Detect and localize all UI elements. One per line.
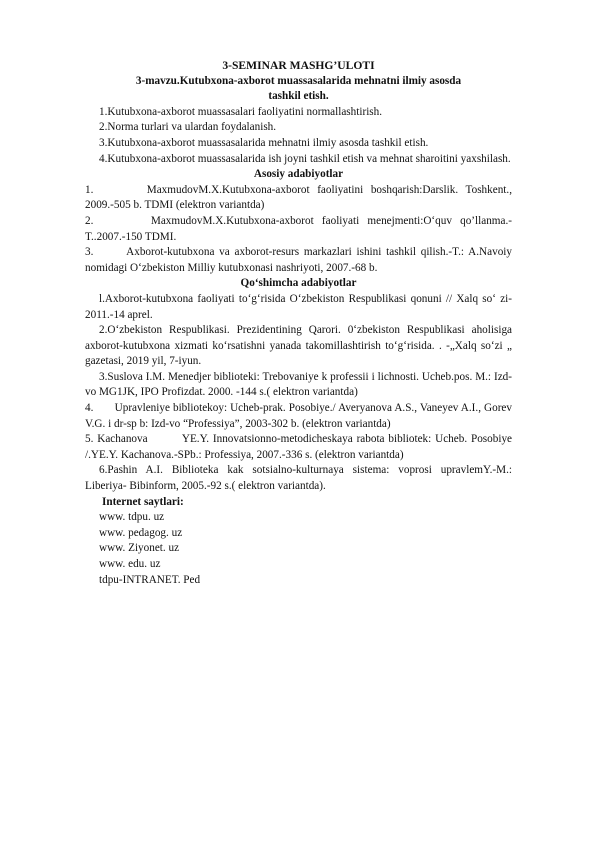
- extra-literature-item: 3.Suslova I.M. Menedjer biblioteki: Trebovaniye k professii i lichnosti. Ucheb.pos. M.: Izd-vo MG1JK, IPO Profizdat. 2000. -144 s.( elektron variantda): [85, 370, 512, 399]
- website-link[interactable]: www. edu. uz: [99, 558, 161, 570]
- website-link[interactable]: www. Ziyonet. uz: [99, 542, 180, 555]
- main-literature-heading: Asosiy adabiyotlar: [253, 168, 344, 181]
- extra-literature-item: 5. Kachanova YE.Y. Innovatsionno-metodicheskaya rabota bibliotek: Ucheb. Posobiye /.YE.Y. Kachanova.-SPb.: Professiya, 2007.-336 s. (elektron variantda): [85, 433, 515, 461]
- extra-literature-item: 4. Upravleniye bibliotekoy: Ucheb-prak. Posobiye./ Averyanova A.S., Vaneyev A.I., Gorev V.G. i dr-sp b: Izd-vo “Professiya”, 2003-302 b. (elektron variantda): [85, 402, 515, 430]
- plan-item: 2.Norma turlari va ulardan foydalanish.: [99, 121, 277, 134]
- main-literature-item: 3. Axborot-kutubxona va axborot-resurs markazlari ishini tashkil qilish.-T.: A.Navoiy nomidagi O‘zbekiston Milliy kutubxonasi nashriyoti, 2007.-68 b.: [85, 246, 515, 274]
- plan-item: 1.Kutubxona-axborot muassasalari faoliyatini normallashtirish.: [99, 105, 383, 118]
- website-link[interactable]: www. tdpu. uz: [99, 511, 165, 524]
- topic-title: 3-mavzu.Kutubxona-axborot muassasalarida mehnatni ilmiy asosda tashkil etish.: [135, 74, 462, 103]
- website-link[interactable]: tdpu-INTRANET. Ped: [99, 573, 201, 586]
- extra-literature-item: 2.O‘zbekiston Respublikasi. Prezidentining Qarori. 0‘zbekiston Respublikasi aholisiga axborot-kutubxona xizmati ko‘rsatishni yanada takomillashtirish to‘g‘risida. . -„Xalq so‘zi „ gazetasi, 2019 yil, 7-iyun.: [85, 324, 512, 368]
- main-literature-item: 1. MaxmudovM.X.Kutubxona-axborot faoliyatini boshqarish:Darslik. Toshkent., 2009.-505 b. TDMI (elektron variantda): [85, 183, 515, 212]
- extra-literature-heading: Qo‘shimcha adabiyotlar: [240, 277, 357, 290]
- plan-item: 3.Kutubxona-axborot muassasalarida mehnatni ilmiy asosda tashkil etish.: [99, 136, 429, 149]
- extra-literature-item: 6.Pashin A.I. Biblioteka kak sotsialno-kulturnaya sistema: voprosi upravlemY.-M.: Liberiya- Bibinform, 2005.-92 s.( elektron variantda).: [85, 464, 512, 493]
- document-page: [85, 58, 515, 588]
- website-link[interactable]: www. pedagog. uz: [99, 526, 183, 539]
- main-literature-item: 2. MaxmudovM.X.Kutubxona-axborot faoliyati menejmenti:O‘quv qo’llanma.-T..2007.-150 TDMI.: [85, 214, 512, 243]
- seminar-title: 3-SEMINAR MASHG’ULOTI: [222, 59, 375, 72]
- websites-heading: Internet saytlari:: [102, 495, 184, 508]
- plan-item: 4.Kutubxona-axborot muassasalarida ish joyni tashkil etish va mehnat sharoitini yaxshilash.: [99, 152, 511, 165]
- extra-literature-item: l.Axborot-kutubxona faoliyati to‘g‘risida O‘zbekiston Respublikasi qonuni // Xalq so‘ zi-2011.-14 aprel.: [85, 292, 512, 321]
